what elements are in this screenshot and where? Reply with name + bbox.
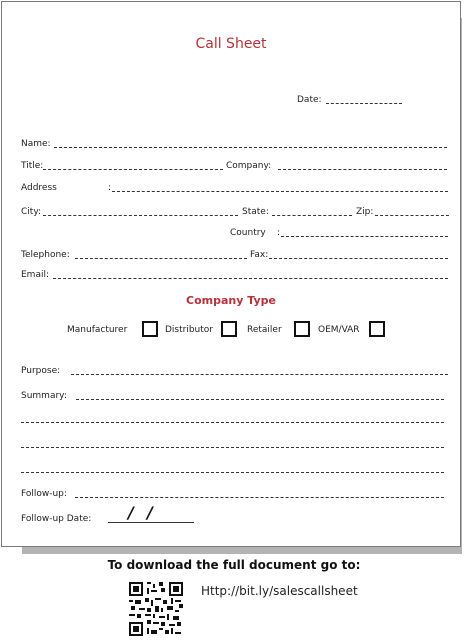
- summary-line[interactable]: [21, 422, 444, 423]
- call-sheet-form: [1, 1, 461, 547]
- date-field[interactable]: [326, 103, 402, 104]
- city-label: City:: [21, 207, 42, 217]
- qr-code-icon[interactable]: [129, 582, 183, 636]
- summary-line[interactable]: [21, 447, 444, 448]
- address-colon: :: [108, 183, 112, 193]
- telephone-label: Telephone:: [21, 250, 70, 260]
- followup-field[interactable]: [75, 497, 444, 498]
- manufacturer-label: Manufacturer: [67, 325, 128, 335]
- distributor-label: Distributor: [165, 325, 214, 335]
- title-label: Title:: [21, 161, 44, 171]
- retailer-checkbox[interactable]: [294, 321, 310, 337]
- city-field[interactable]: [43, 215, 238, 216]
- email-field[interactable]: [53, 278, 448, 279]
- email-label: Email:: [21, 270, 50, 280]
- purpose-label: Purpose:: [21, 366, 61, 376]
- title-field[interactable]: [43, 169, 223, 170]
- fax-label: Fax:: [250, 250, 269, 260]
- followup-date-label: Follow-up Date:: [21, 514, 92, 524]
- followup-date-field[interactable]: [108, 522, 194, 523]
- name-label: Name:: [21, 139, 51, 149]
- summary-field[interactable]: [76, 399, 444, 400]
- summary-label: Summary:: [21, 391, 67, 401]
- state-label: State:: [242, 207, 269, 217]
- country-field[interactable]: [281, 236, 448, 237]
- date-separator: /: [147, 503, 153, 522]
- date-label: Date:: [297, 95, 322, 105]
- manufacturer-checkbox[interactable]: [142, 321, 158, 337]
- download-url-link[interactable]: Http://bit.ly/salescallsheet: [201, 584, 358, 598]
- retailer-label: Retailer: [247, 325, 282, 335]
- date-separator: /: [128, 503, 134, 522]
- company-label: Company:: [226, 161, 272, 171]
- address-label: Address: [21, 183, 57, 193]
- download-text: To download the full document go to:: [107, 558, 361, 572]
- address-field[interactable]: [112, 191, 448, 192]
- company-type-heading: Company Type: [186, 294, 276, 307]
- summary-line[interactable]: [21, 472, 444, 473]
- form-title: Call Sheet: [195, 36, 267, 52]
- company-field[interactable]: [278, 169, 447, 170]
- zip-label: Zip:: [356, 207, 374, 217]
- fax-field[interactable]: [269, 258, 448, 259]
- followup-label: Follow-up:: [21, 489, 67, 499]
- state-field[interactable]: [272, 215, 352, 216]
- country-label: Country: [230, 228, 266, 238]
- name-field[interactable]: [54, 147, 447, 148]
- oem-var-checkbox[interactable]: [369, 321, 385, 337]
- zip-field[interactable]: [375, 215, 449, 216]
- distributor-checkbox[interactable]: [221, 321, 237, 337]
- telephone-field[interactable]: [75, 258, 247, 259]
- purpose-field[interactable]: [71, 374, 448, 375]
- country-colon: :: [277, 228, 281, 238]
- oem-var-label: OEM/VAR: [318, 325, 360, 335]
